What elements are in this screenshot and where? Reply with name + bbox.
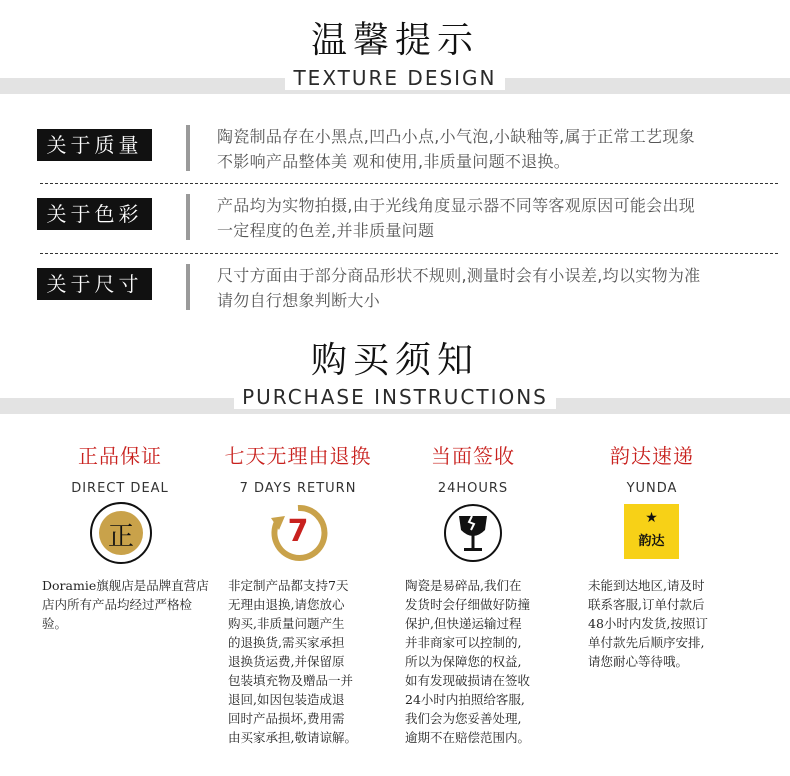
broken-glass-icon [442,502,504,564]
tips-subtitle: TEXTURE DESIGN [285,66,504,90]
divider-bar [186,264,190,310]
column-yunda [562,440,742,496]
column-subtitle: DIRECT DEAL [71,481,169,496]
column-return [208,440,388,496]
column-title: 正品保证 [78,444,162,468]
genuine-icon [90,502,152,564]
purchase-title: 购买须知 [310,340,479,381]
divider-bar [186,125,190,171]
seven-day-return-icon [267,502,329,564]
column-genuine [30,440,210,496]
column-title: 韵达速递 [610,444,694,468]
return-text: 非定制产品都支持7天 无理由退换,请您放心 购买,非质量问题产生 的退换货,需买家承担 退换货运费,并保留原 包装填充物及赠品一并 退回,如因包装造成退 回时产品损坏,费用需 由买家承担,敬请谅解。 [228,578,357,745]
tag-size: 关于尺寸 [37,268,152,300]
dashed-divider [40,183,778,184]
purchase-subtitle-wrap [0,385,790,409]
tips-title: 温馨提示 [310,20,479,61]
signing-text: 陶瓷是易碎品,我们在 发货时会仔细做好防撞 保护,但快递运输过程 并非商家可以控制的, 所以为保障您的权益, 如有发现破损请在签收 24小时内拍照给客服, 我们会为您妥善处理, 逾期不在赔偿范围内。 [405,578,531,745]
column-subtitle: YUNDA [626,481,678,496]
genuine-text: Doramie旗舰店是品牌直营店 店内所有产品均经过严格检 验。 [42,578,209,631]
yunda-logo-icon: ★ 韵达 [624,504,679,559]
quality-text: 陶瓷制品存在小黑点,凹凸小点,小气泡,小缺釉等,属于正常工艺现象 不影响产品整体美 观和使用,非质量问题不退换。 [217,127,695,171]
seven-icon-char: 7 [287,514,309,549]
dashed-divider [40,253,778,254]
tag-color: 关于色彩 [37,198,152,230]
purchase-subtitle: PURCHASE INSTRUCTIONS [234,385,556,409]
column-subtitle: 7 DAYS RETURN [239,481,357,496]
column-signing [383,440,563,496]
divider-bar [186,194,190,240]
column-subtitle: 24HOURS [437,481,509,496]
column-title: 当面签收 [431,444,515,468]
column-title: 七天无理由退换 [224,444,372,468]
color-text: 产品均为实物拍摄,由于光线角度显示器不同等客观原因可能会出现 一定程度的色差,并非质量问题 [217,196,696,240]
genuine-icon-char: 正 [107,522,134,552]
size-text: 尺寸方面由于部分商品形状不规则,测量时会有小误差,均以实物为准 请勿自行想象判断大小 [217,266,701,310]
yunda-text: 未能到达地区,请及时 联系客服,订单付款后 48小时内发货,按照订 单付款先后顺序安排, 请您耐心等待哦。 [588,578,708,669]
tips-subtitle-wrap [0,66,790,90]
tag-quality: 关于质量 [37,129,152,161]
yunda-logo-text: 韵达 [638,534,665,549]
